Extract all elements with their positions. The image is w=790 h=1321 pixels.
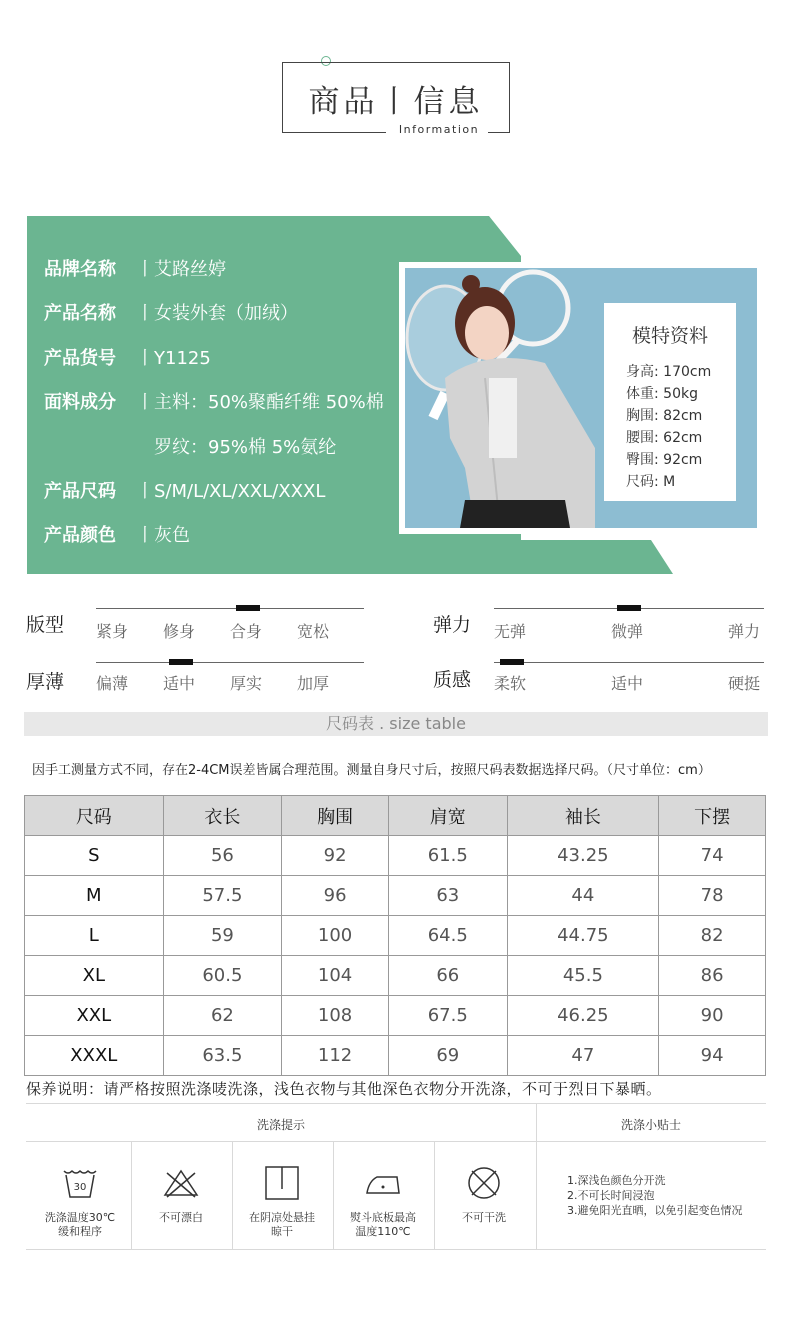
model-stat: 身高: 170cm [626,364,712,380]
size-table [24,795,766,1076]
size-value-cell: 94 [659,1036,766,1076]
info-label: 产品尺码 [44,481,116,502]
wash-symbol-cell [333,1143,433,1247]
size-label-cell: XL [25,956,164,996]
info-value: S/M/L/XL/XXL/XXXL [154,481,326,502]
attr-label-fit: 版型 [26,614,65,636]
size-value-cell: 44.75 [507,916,659,956]
title-border-bottom-right [488,132,510,133]
size-label-cell: L [25,916,164,956]
attr-option: 适中 [163,674,196,693]
info-label: 面料成分 [44,392,116,413]
size-value-cell: 45.5 [507,956,659,996]
size-table-header: 下摆 [659,796,766,836]
size-value-cell: 78 [659,876,766,916]
wash-tip: 3.避免阳光直晒，以免引起变色情况 [567,1204,743,1217]
size-label-cell: XXL [25,996,164,1036]
attr-option: 适中 [611,674,644,693]
size-value-cell: 92 [282,836,389,876]
attr-label-thickness: 厚薄 [26,671,65,693]
attr-indicator-thickness [169,659,193,665]
wash-divider-mid [26,1141,766,1142]
size-table-title: 尺码表 . size table [24,712,768,736]
size-value-cell: 104 [282,956,389,996]
size-value-cell: 82 [659,916,766,956]
size-value-cell: 69 [388,1036,507,1076]
section-title: 商品丨信息 [308,84,484,120]
info-label: 产品颜色 [44,525,116,546]
attr-option: 宽松 [297,622,330,641]
attr-indicator-elastic [617,605,641,611]
wash-symbol-cell [131,1143,231,1247]
wash-symbol-cell [434,1143,534,1247]
info-label: 产品货号 [44,348,116,369]
wash-symbol-cell [30,1143,130,1247]
info-value: 罗纹：95%棉 5%氨纶 [154,437,337,458]
title-border-top [282,62,510,63]
info-row [44,299,298,325]
attr-label-elastic: 弹力 [433,614,472,636]
size-value-cell: 63.5 [163,1036,282,1076]
hang-dry-icon [262,1163,302,1203]
wash-heading-left: 洗涤提示 [256,1118,305,1132]
info-value: 艾路丝婷 [154,259,226,280]
size-value-cell: 46.25 [507,996,659,1036]
model-stat: 臀围: 92cm [626,452,703,468]
attr-label-texture: 质感 [433,669,472,691]
attr-option: 无弹 [494,622,527,641]
attr-option: 合身 [230,622,263,641]
size-value-cell: 67.5 [388,996,507,1036]
size-value-cell: 47 [507,1036,659,1076]
size-table-row [25,996,766,1036]
size-table-note: 因手工测量方式不同，存在2-4CM误差皆属合理范围。测量自身尺寸后，按照尺码表数据选择尺码。（尺寸单位：cm） [32,763,711,778]
info-row [44,433,336,459]
svg-text:30: 30 [73,1182,87,1193]
size-value-cell: 61.5 [388,836,507,876]
size-table-row [25,836,766,876]
size-value-cell: 64.5 [388,916,507,956]
size-table-row [25,916,766,956]
wash-divider-top [26,1103,766,1104]
size-table-header: 衣长 [163,796,282,836]
model-stat: 腰围: 62cm [626,430,703,446]
model-stat: 胸围: 82cm [626,408,703,424]
wash-symbol-label: 在阴凉处悬挂 晾干 [249,1211,315,1238]
info-value: 主料：50%聚酯纤维 50%棉 [154,392,384,413]
size-table-header: 尺码 [25,796,164,836]
size-value-cell: 57.5 [163,876,282,916]
size-value-cell: 59 [163,916,282,956]
attr-indicator-texture [500,659,524,665]
info-value: 灰色 [154,525,190,546]
size-table-row [25,956,766,996]
size-label-cell: S [25,836,164,876]
size-value-cell: 63 [388,876,507,916]
size-table-row [25,876,766,916]
info-row [44,521,190,547]
info-separator: 丨 [136,259,154,280]
no-dryclean-icon [464,1163,504,1203]
info-value: Y1125 [154,348,211,369]
no-bleach-icon [161,1163,201,1203]
model-info-card [604,303,736,501]
size-value-cell: 60.5 [163,956,282,996]
size-value-cell: 100 [282,916,389,956]
size-table-header: 袖长 [507,796,659,836]
size-label-cell: M [25,876,164,916]
info-row [44,255,226,281]
attr-track-fit [96,608,364,609]
info-row [44,477,325,503]
attr-option: 厚实 [230,674,263,693]
section-title-box [282,62,510,136]
wash-symbol-cell [232,1143,332,1247]
iron-icon [363,1163,403,1203]
wash-symbol-label: 洗涤温度30℃ 缓和程序 [44,1211,116,1238]
wash-symbol-label: 熨斗底板最高 温度110℃ [350,1211,416,1238]
model-stat: 体重: 50kg [626,386,698,402]
attr-option: 微弹 [611,622,644,641]
section-subtitle: Information [398,123,480,136]
attr-option: 柔软 [494,674,527,693]
attr-option: 弹力 [728,622,761,641]
info-value: 女装外套（加绒） [154,303,298,324]
size-label-cell: XXXL [25,1036,164,1076]
attr-option: 加厚 [297,674,330,693]
size-value-cell: 96 [282,876,389,916]
size-table-header: 肩宽 [388,796,507,836]
attr-option: 紧身 [96,622,129,641]
wash-30-icon [60,1163,100,1203]
info-label: 品牌名称 [44,259,116,280]
wash-tip: 1.深浅色颜色分开洗 [567,1174,666,1187]
size-value-cell: 66 [388,956,507,996]
size-value-cell: 56 [163,836,282,876]
info-separator: 丨 [136,303,154,324]
attr-track-texture [494,662,764,663]
size-value-cell: 86 [659,956,766,996]
wash-symbol-label: 不可漂白 [159,1211,203,1224]
care-instructions: 保养说明：请严格按照洗涤唛洗涤，浅色衣物与其他深色衣物分开洗涤，不可于烈日下暴晒。 [26,1080,662,1098]
wash-divider-bottom [26,1249,766,1250]
size-value-cell: 108 [282,996,389,1036]
info-row [44,344,211,370]
attr-option: 硬挺 [728,674,761,693]
model-card-title: 模特资料 [631,325,708,347]
attr-indicator-fit [236,605,260,611]
size-table-row [25,1036,766,1076]
info-row [44,388,384,414]
info-separator: 丨 [136,348,154,369]
info-separator: 丨 [136,525,154,546]
wash-symbol-label: 不可干洗 [462,1211,506,1224]
info-separator: 丨 [136,481,154,502]
info-label: 产品名称 [44,303,116,324]
size-value-cell: 90 [659,996,766,1036]
size-value-cell: 74 [659,836,766,876]
model-stat: 尺码: M [626,474,676,490]
size-value-cell: 43.25 [507,836,659,876]
size-value-cell: 112 [282,1036,389,1076]
size-table-header: 胸围 [282,796,389,836]
attr-option: 偏薄 [96,674,129,693]
title-border-bottom-left [282,132,386,133]
info-separator: 丨 [136,392,154,413]
size-value-cell: 62 [163,996,282,1036]
attr-option: 修身 [163,622,196,641]
attr-track-thickness [96,662,364,663]
wash-heading-right: 洗涤小贴士 [620,1118,681,1132]
wash-tip: 2.不可长时间浸泡 [567,1189,655,1202]
size-value-cell: 44 [507,876,659,916]
